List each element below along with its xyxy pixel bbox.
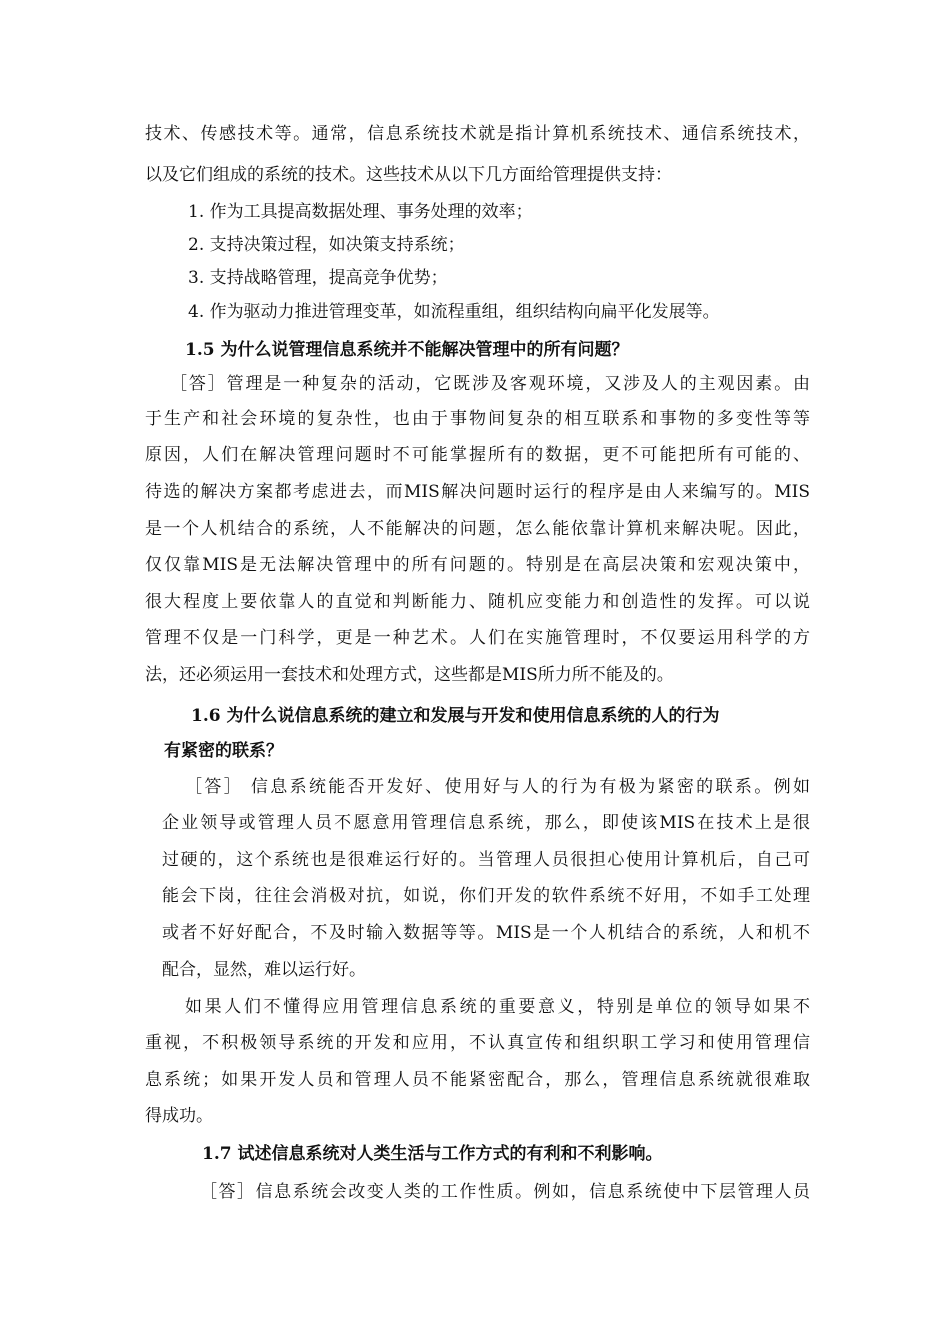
list-item-2: 2. 支持决策过程，如决策支持系统； xyxy=(188,235,465,255)
heading-1-6-line-2: 有紧密的联系？ xyxy=(164,741,283,761)
answer-1-6-line-2: 企业领导或管理人员不愿意用管理信息系统，那么，即使该MIS在技术上是很 xyxy=(162,813,810,833)
answer-1-6-line-3: 过硬的，这个系统也是很难运行好的。当管理人员很担心使用计算机后，自己可 xyxy=(162,850,810,870)
answer-1-5-line-1: ［答］管理是一种复杂的活动，它既涉及客观环境，又涉及人的主观因素。由 xyxy=(170,374,810,394)
list-item-3: 3. 支持战略管理，提高竞争优势； xyxy=(188,268,448,288)
heading-1-5: 1.5 为什么说管理信息系统并不能解决管理中的所有问题？ xyxy=(185,340,629,360)
answer-1-5-line-8: 管理不仅是一门科学，更是一种艺术。人们在实施管理时，不仅要运用科学的方 xyxy=(145,628,810,648)
intro-line-2: 以及它们组成的系统的技术。这些技术从以下几方面给管理提供支持： xyxy=(145,165,672,185)
heading-1-6-line-1: 1.6 为什么说信息系统的建立和发展与开发和使用信息系统的人的行为 xyxy=(191,706,720,726)
answer-1-6-p2-line-1: 如果人们不懂得应用管理信息系统的重要意义，特别是单位的领导如果不 xyxy=(185,997,810,1017)
answer-1-5-line-7: 很大程度上要依靠人的直觉和判断能力、随机应变能力和创造性的发挥。可以说 xyxy=(145,592,810,612)
answer-1-6-p2-line-3: 息系统；如果开发人员和管理人员不能紧密配合，那么，管理信息系统就很难取 xyxy=(145,1070,810,1090)
answer-1-7-line-1: ［答］信息系统会改变人类的工作性质。例如，信息系统使中下层管理人员 xyxy=(200,1182,810,1202)
answer-1-5-line-3: 原因，人们在解决管理问题时不可能掌握所有的数据，更不可能把所有可能的、 xyxy=(145,445,810,465)
answer-1-5-line-9: 法，还必须运用一套技术和处理方式，这些都是MIS所力所不能及的。 xyxy=(145,665,674,685)
answer-1-6-line-4: 能会下岗，往往会消极对抗，如说，你们开发的软件系统不好用，不如手工处理 xyxy=(162,886,810,906)
answer-1-6-p2-line-2: 重视，不积极领导系统的开发和应用，不认真宣传和组织职工学习和使用管理信 xyxy=(145,1033,810,1053)
answer-1-6-line-1: ［答］ 信息系统能否开发好、使用好与人的行为有极为紧密的联系。例如 xyxy=(185,777,810,797)
answer-1-6-p2-line-4: 得成功。 xyxy=(145,1106,213,1126)
list-item-1: 1. 作为工具提高数据处理、事务处理的效率； xyxy=(188,202,533,222)
answer-1-6-line-6: 配合，显然，难以运行好。 xyxy=(162,960,366,980)
answer-1-5-line-4: 待选的解决方案都考虑进去，而MIS解决问题时运行的程序是由人来编写的。MIS xyxy=(145,482,810,502)
answer-1-6-line-5: 或者不好好配合，不及时输入数据等等。MIS是一个人机结合的系统，人和机不 xyxy=(162,923,810,943)
answer-1-5-line-6: 仅仅靠MIS是无法解决管理中的所有问题的。特别是在高层决策和宏观决策中， xyxy=(145,555,810,575)
list-item-4: 4. 作为驱动力推进管理变革，如流程重组，组织结构向扁平化发展等。 xyxy=(188,302,720,322)
intro-line-1: 技术、传感技术等。通常，信息系统技术就是指计算机系统技术、通信系统技术， xyxy=(145,124,810,144)
answer-1-5-line-2: 于生产和社会环境的复杂性，也由于事物间复杂的相互联系和事物的多变性等等 xyxy=(145,409,810,429)
answer-1-5-line-5: 是一个人机结合的系统，人不能解决的问题，怎么能依靠计算机来解决呢。因此， xyxy=(145,519,810,539)
heading-1-7: 1.7 试述信息系统对人类生活与工作方式的有利和不利影响。 xyxy=(202,1144,663,1164)
